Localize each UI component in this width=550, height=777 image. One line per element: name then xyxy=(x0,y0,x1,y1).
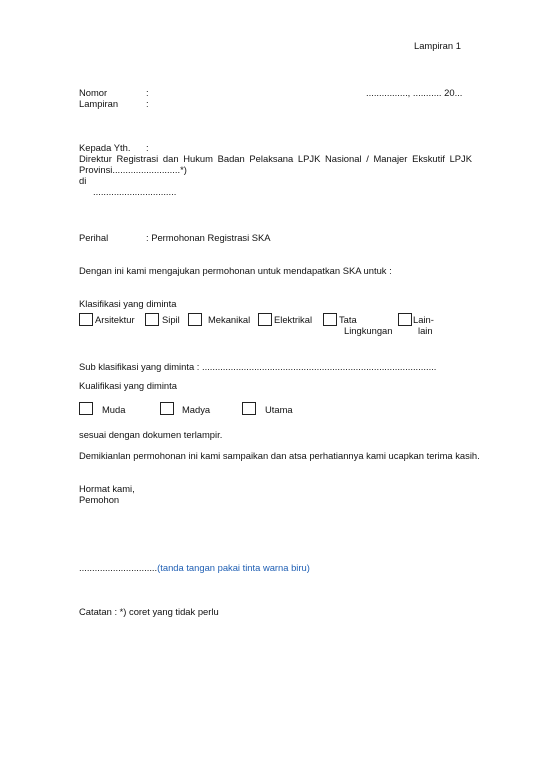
kepada-colon: : xyxy=(146,142,149,153)
attachment-label: Lampiran 1 xyxy=(414,40,461,51)
madya-label: Madya xyxy=(182,404,211,415)
klasifikasi-title: Klasifikasi yang diminta xyxy=(79,298,177,309)
signature-line xyxy=(79,562,310,573)
signature-note: (tanda tangan pakai tinta warna biru) xyxy=(157,562,310,573)
lampiran-label: Lampiran xyxy=(79,98,119,109)
muda-checkbox[interactable] xyxy=(79,402,93,415)
elektrikal-label: Elektrikal xyxy=(274,314,313,325)
recipient-place: ................................ xyxy=(93,186,177,197)
perihal-label: Perihal xyxy=(79,232,109,243)
attached-text: sesuai dengan dokumen terlampir. xyxy=(79,429,223,440)
nomor-label: Nomor xyxy=(79,87,108,98)
role-text: Pemohon xyxy=(79,494,120,505)
kepada-label: Kepada Yth. xyxy=(79,142,131,153)
regards-text: Hormat kami, xyxy=(79,483,135,494)
closing-text: Demikianlan permohonan ini kami sampaikan dan atsa perhatiannya kami ucapkan terima kasih. xyxy=(79,450,480,461)
lingkungan-label: Lingkungan xyxy=(344,325,393,336)
lain-label-2: lain xyxy=(418,325,433,336)
recipient-line-1: Direktur Registrasi dan Hukum Badan Pelaksana LPJK Nasional / Manajer Ekskutif LPJK xyxy=(79,153,472,164)
sipil-label: Sipil xyxy=(162,314,180,325)
madya-checkbox[interactable] xyxy=(160,402,174,415)
muda-label: Muda xyxy=(102,404,126,415)
lampiran-colon: : xyxy=(146,98,149,109)
elektrikal-checkbox[interactable] xyxy=(258,313,272,326)
utama-label: Utama xyxy=(265,404,293,415)
sipil-checkbox[interactable] xyxy=(145,313,159,326)
recipient-line-2: Provinsi..........................*) xyxy=(79,164,187,175)
nomor-colon: : xyxy=(146,87,149,98)
footnote: Catatan : *) coret yang tidak perlu xyxy=(79,606,219,617)
signature-dots: .............................. xyxy=(79,562,158,573)
tata-label: Tata xyxy=(339,314,357,325)
tata-lingkungan-checkbox[interactable] xyxy=(323,313,337,326)
lain-lain-checkbox[interactable] xyxy=(398,313,412,326)
arsitektur-label: Arsitektur xyxy=(95,314,135,325)
arsitektur-checkbox[interactable] xyxy=(79,313,93,326)
utama-checkbox[interactable] xyxy=(242,402,256,415)
lain-label: Lain- xyxy=(413,314,434,325)
intro-text: Dengan ini kami mengajukan permohonan untuk mendapatkan SKA untuk : xyxy=(79,265,392,276)
recipient-di: di xyxy=(79,175,87,186)
sub-klasifikasi-line: Sub klasifikasi yang diminta : .......................................................................................... xyxy=(79,361,437,372)
mekanikal-checkbox[interactable] xyxy=(188,313,202,326)
date-line: ................, ........... 20... xyxy=(366,87,463,98)
perihal-value: : Permohonan Registrasi SKA xyxy=(146,232,271,243)
mekanikal-label: Mekanikal xyxy=(208,314,251,325)
kualifikasi-title: Kualifikasi yang diminta xyxy=(79,380,177,391)
